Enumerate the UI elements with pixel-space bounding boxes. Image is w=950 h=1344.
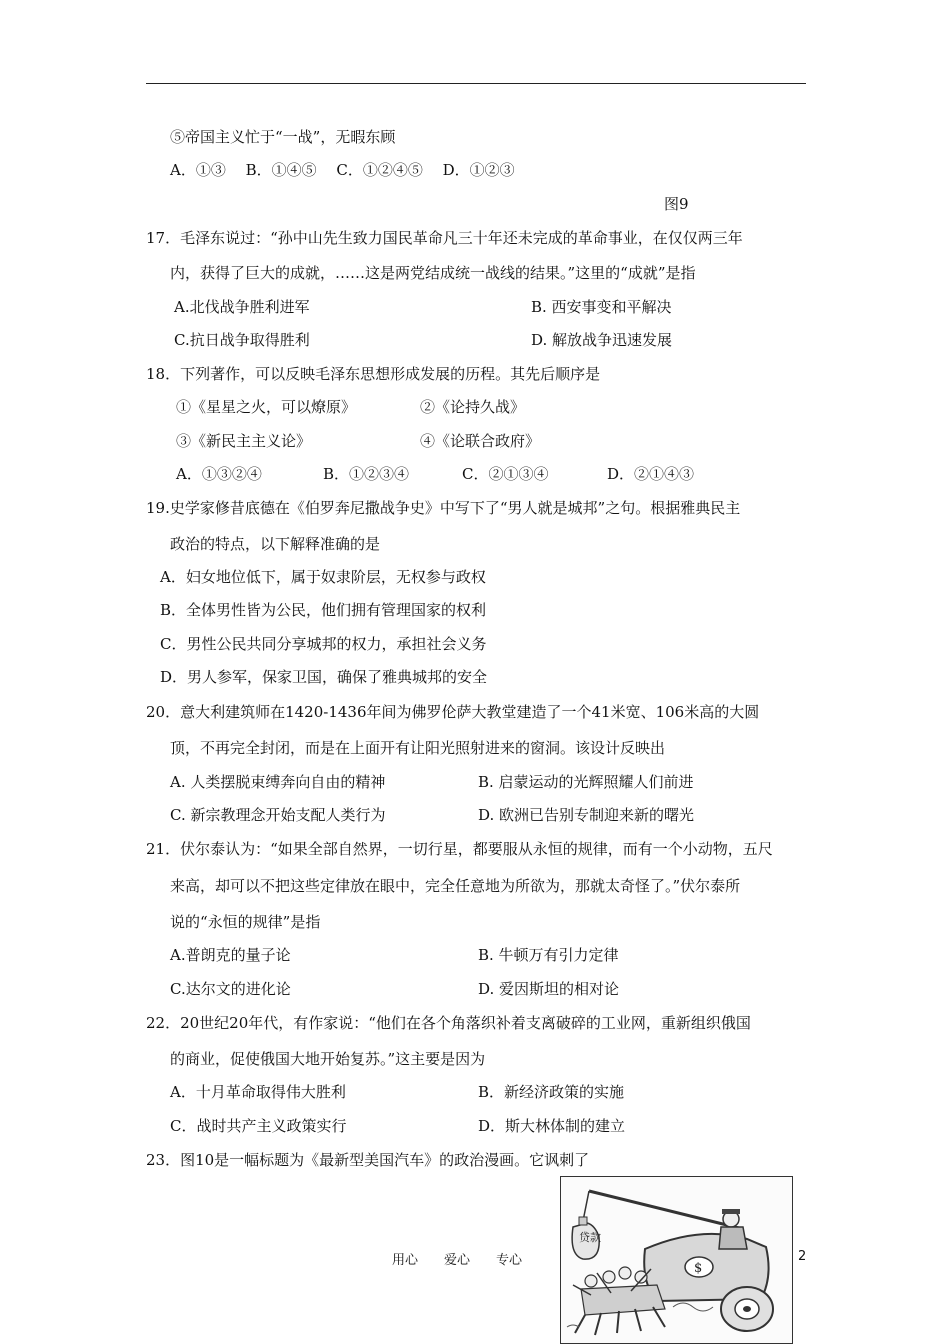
header-rule xyxy=(146,83,806,84)
q17-option-a: A.北伐战争胜利进军 xyxy=(174,298,310,316)
q18-stem: 18．下列著作，可以反映毛泽东思想形成发展的历程。其先后顺序是 xyxy=(146,365,601,383)
q21-option-c: C.达尔文的进化论 xyxy=(170,980,291,998)
q22-option-b: B．新经济政策的实施 xyxy=(478,1083,625,1101)
q22-stem-1: 22．20世纪20年代，有作家说：“他们在各个角落织补着支离破碎的工业网，重新组织俄国 xyxy=(146,1014,751,1032)
q19-stem-1: 19.史学家修昔底德在《伯罗奔尼撒战争史》中写下了“男人就是城邦”之句。根据雅典民主 xyxy=(146,499,741,517)
q20-stem-2: 顶，不再完全封闭，而是在上面开有让阳光照射进来的窗洞。该设计反映出 xyxy=(170,739,666,757)
q20-option-b: B. 启蒙运动的光辉照耀人们前进 xyxy=(478,773,694,791)
q18-work-3: ③《新民主主义论》 xyxy=(176,432,312,450)
q17-stem-2: 内，获得了巨大的成就，……这是两党结成统一战线的结果。”这里的“成就”是指 xyxy=(170,264,696,282)
q21-stem-2: 来高，却可以不把这些定律放在眼中，完全任意地为所欲为，那就太奇怪了。”伏尔泰所 xyxy=(170,877,741,895)
q19-option-b: B．全体男性皆为公民，他们拥有管理国家的权利 xyxy=(160,601,487,619)
q17-option-c: C.抗日战争取得胜利 xyxy=(174,331,310,349)
q18-option-d: D．②①④③ xyxy=(607,465,695,483)
q18-work-4: ④《论联合政府》 xyxy=(420,432,541,450)
cartoon-drawing xyxy=(561,1177,792,1343)
q18-option-b: B．①②③④ xyxy=(323,465,410,483)
tank-dollar-sign: $ xyxy=(694,1261,703,1276)
q19-option-d: D．男人参军，保家卫国，确保了雅典城邦的安全 xyxy=(160,668,488,686)
q22-option-c: C．战时共产主义政策实行 xyxy=(170,1117,347,1135)
q18-work-2: ②《论持久战》 xyxy=(420,398,526,416)
q21-option-a: A.普朗克的量子论 xyxy=(170,946,291,964)
q18-work-1: ①《星星之火，可以燎原》 xyxy=(176,398,357,416)
q21-stem-3: 说的“永恒的规律”是指 xyxy=(170,913,321,931)
q18-option-a: A．①③②④ xyxy=(176,465,262,483)
page-number: 2 xyxy=(798,1249,807,1264)
figure-9-label: 图9 xyxy=(664,195,689,213)
q16-answer-options: A．①③ B．①④⑤ C．①②④⑤ D．①②③ xyxy=(170,161,515,179)
q20-stem-1: 20．意大利建筑师在1420-1436年间为佛罗伦萨大教堂建造了一个41米宽、106米高的大圆 xyxy=(146,703,760,721)
q21-option-d: D. 爱因斯坦的相对论 xyxy=(478,980,620,998)
q21-stem-1: 21．伏尔泰认为：“如果全部自然界，一切行星，都要服从永恒的规律，而有一个小动物，五尺 xyxy=(146,840,773,858)
q19-stem-2: 政治的特点，以下解释准确的是 xyxy=(170,535,381,553)
q17-option-b: B. 西安事变和平解决 xyxy=(531,298,672,316)
figure-10-cartoon xyxy=(560,1176,793,1344)
option-5: ⑤帝国主义忙于“一战”，无暇东顾 xyxy=(170,128,396,146)
q22-option-a: A．十月革命取得伟大胜利 xyxy=(170,1083,346,1101)
q22-option-d: D．斯大林体制的建立 xyxy=(478,1117,626,1135)
q20-option-c: C. 新宗教理念开始支配人类行为 xyxy=(170,806,386,824)
q20-option-d: D. 欧洲已告别专制迎来新的曙光 xyxy=(478,806,695,824)
q18-option-c: C．②①③④ xyxy=(462,465,549,483)
q21-option-b: B. 牛顿万有引力定律 xyxy=(478,946,619,964)
q23-stem: 23．图10是一幅标题为《最新型美国汽车》的政治漫画。它讽刺了 xyxy=(146,1151,590,1169)
bag-label: 贷款 xyxy=(579,1231,601,1244)
q19-option-c: C．男性公民共同分享城邦的权力，承担社会义务 xyxy=(160,635,487,653)
q17-option-d: D. 解放战争迅速发展 xyxy=(531,331,673,349)
q17-stem-1: 17．毛泽东说过：“孙中山先生致力国民革命凡三十年还未完成的革命事业，在仅仅两三年 xyxy=(146,229,743,247)
q22-stem-2: 的商业，促使俄国大地开始复苏。”这主要是因为 xyxy=(170,1050,486,1068)
q20-option-a: A. 人类摆脱束缚奔向自由的精神 xyxy=(170,773,386,791)
footer-motto: 用心 爱心 专心 xyxy=(392,1253,523,1268)
q19-option-a: A．妇女地位低下，属于奴隶阶层，无权参与政权 xyxy=(160,568,486,586)
